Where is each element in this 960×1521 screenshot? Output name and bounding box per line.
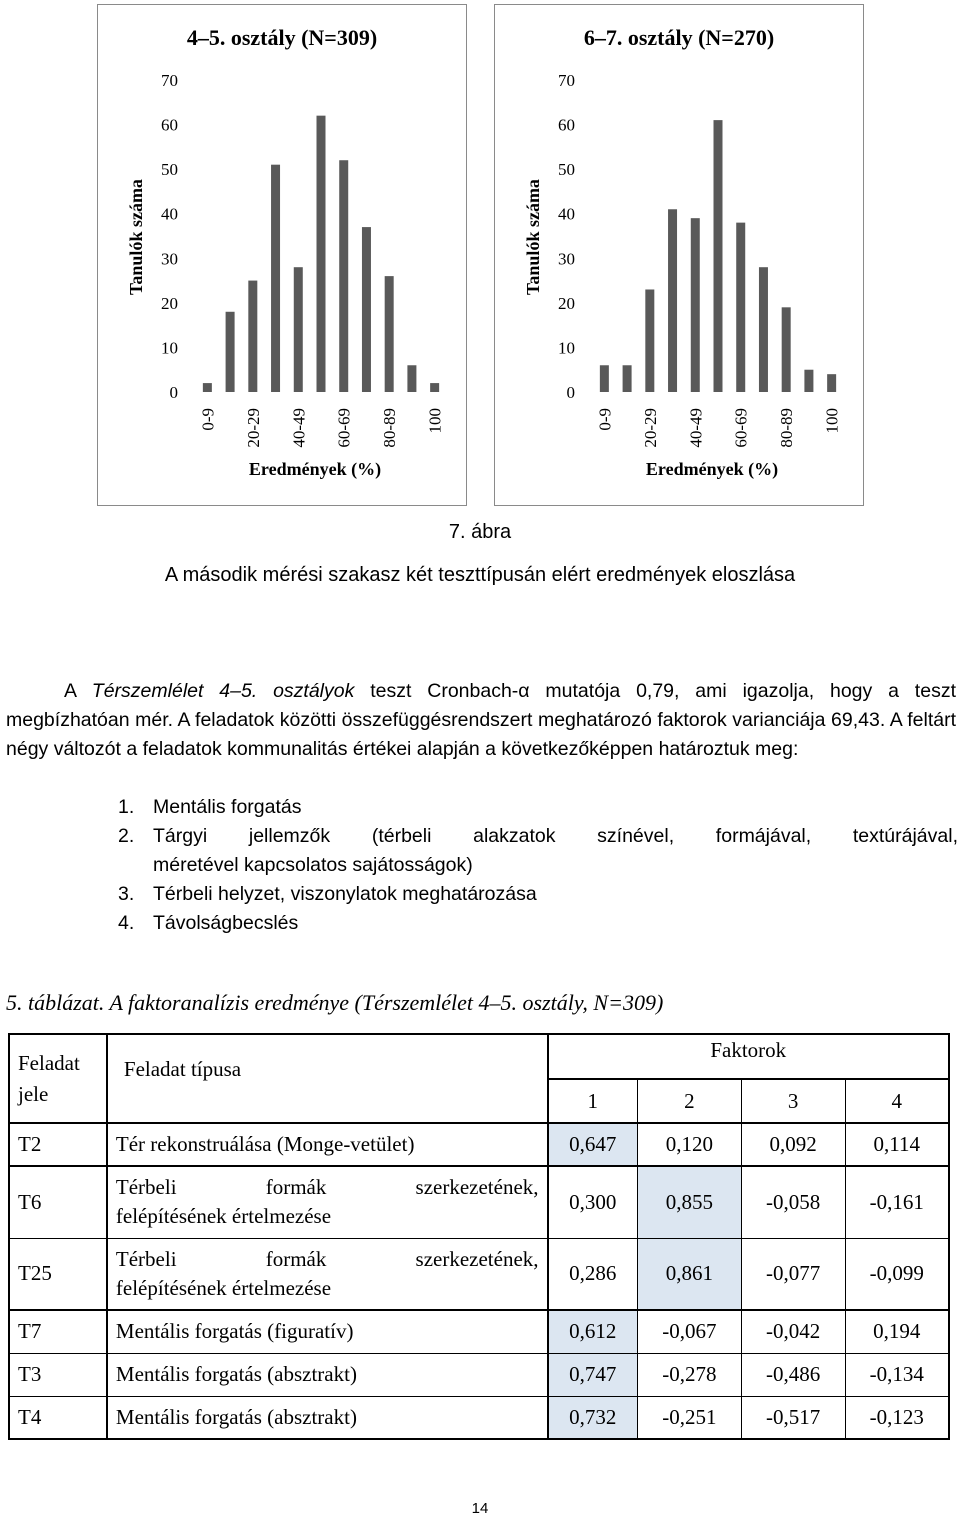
task-type: Tér rekonstruálása (Monge-vetület) — [107, 1123, 548, 1166]
factor-value: -0,486 — [741, 1353, 845, 1396]
header-text: Feladat — [18, 1050, 80, 1075]
x-tick-label: 100 — [425, 408, 445, 434]
task-id: T4 — [9, 1396, 107, 1439]
x-tick-label: 60-69 — [731, 408, 751, 448]
x-ticks — [595, 408, 841, 448]
list-item — [118, 909, 958, 938]
task-id: T25 — [9, 1238, 107, 1310]
bar — [339, 160, 348, 392]
x-tick-label: 0-9 — [595, 408, 615, 431]
histogram-grade-4-5 — [97, 4, 467, 506]
task-type — [107, 1238, 548, 1310]
task-type: Mentális forgatás (absztrakt) — [107, 1396, 548, 1439]
factor-value: -0,099 — [845, 1238, 949, 1310]
bar — [294, 267, 303, 392]
y-tick-label: 10 — [161, 338, 178, 358]
factor-value: 0,732 — [548, 1396, 638, 1439]
y-tick-label: 70 — [161, 71, 178, 90]
factor-value: -0,077 — [741, 1238, 845, 1310]
bar — [385, 276, 394, 392]
histogram-grade-6-7 — [494, 4, 864, 506]
y-tick-label: 20 — [161, 293, 178, 313]
factor-header: 3 — [741, 1079, 845, 1123]
page-number: 14 — [471, 1500, 489, 1517]
task-type-line: Térbeli formák szerkezetének, — [115, 1175, 539, 1200]
x-ticks — [198, 408, 444, 448]
bar — [407, 365, 416, 392]
task-type-line: felépítésének értelmezése — [115, 1204, 332, 1229]
factor-value: -0,134 — [845, 1353, 949, 1396]
bar — [645, 289, 654, 392]
variable-list — [118, 793, 958, 938]
task-id: T3 — [9, 1353, 107, 1396]
bar — [271, 165, 280, 392]
factor-header: 2 — [637, 1079, 741, 1123]
x-tick-label: 0-9 — [198, 408, 218, 431]
bar — [827, 374, 836, 392]
factor-analysis-table — [8, 1033, 950, 1440]
task-type-line: Térbeli formák szerkezetének, — [115, 1246, 539, 1271]
chart-title: 4–5. osztály (N=309) — [186, 25, 378, 50]
body-paragraph — [6, 677, 956, 764]
list-text: méretével kapcsolatos sajátosságok) — [153, 854, 473, 876]
factor-value: -0,058 — [741, 1166, 845, 1238]
x-axis-label: Eredmények (%) — [248, 459, 382, 479]
x-tick-label: 80-89 — [380, 408, 400, 448]
y-tick-label: 60 — [161, 115, 178, 135]
task-type-line: felépítésének értelmezése — [115, 1275, 332, 1300]
y-tick-label: 0 — [169, 383, 178, 402]
y-tick-label: 30 — [161, 249, 178, 269]
factor-header: 1 — [548, 1079, 638, 1123]
y-tick-label: 50 — [161, 160, 178, 180]
factor-value: -0,517 — [741, 1396, 845, 1439]
list-item — [118, 822, 958, 851]
x-tick-label: 40-49 — [289, 408, 309, 448]
chart-title: 6–7. osztály (N=270) — [583, 25, 775, 50]
bar — [759, 267, 768, 392]
factor-value: -0,042 — [741, 1310, 845, 1353]
bar — [714, 120, 723, 392]
x-tick-label: 100 — [822, 408, 842, 434]
factor-header: 4 — [845, 1079, 949, 1123]
bar — [226, 312, 235, 392]
y-tick-label: 20 — [558, 293, 575, 313]
task-id: T7 — [9, 1310, 107, 1353]
task-id: T6 — [9, 1166, 107, 1238]
bar — [691, 218, 700, 392]
paragraph-italic: Térszemlélet 4–5. osztályok — [91, 680, 355, 702]
y-axis-label: Tanulók száma — [523, 179, 543, 295]
list-item — [118, 880, 958, 909]
task-id: T2 — [9, 1123, 107, 1166]
bar — [430, 383, 439, 392]
bar — [317, 116, 326, 392]
factor-value: -0,161 — [845, 1166, 949, 1238]
table-caption: 5. táblázat. A faktoranalízis eredménye (Térszemlélet 4–5. osztály, N=309) — [6, 990, 664, 1015]
bar — [203, 383, 212, 392]
y-axis-label: Tanulók száma — [126, 179, 146, 295]
list-text: Térbeli helyzet, viszonylatok meghatározása — [153, 883, 537, 905]
factor-value: 0,647 — [548, 1123, 638, 1166]
factor-value: 0,092 — [741, 1123, 845, 1166]
x-tick-label: 80-89 — [777, 408, 797, 448]
paragraph-text-2: teszt Cronbach-α mutatója 0,79, ami igazolja, hogy a teszt megbízhatóan mér. A feladatok közötti összefüggésrendszert meghatározó faktorok varianciája 69,43. A feltárt négy változót a feladatok kommunalitás értékei alapján a következőképpen határoztuk meg: — [6, 680, 956, 760]
x-axis-label: Eredmények (%) — [645, 459, 779, 479]
factor-value: 0,120 — [637, 1123, 741, 1166]
y-tick-label: 40 — [558, 204, 575, 224]
bar — [668, 209, 677, 392]
header-text: jele — [18, 1081, 49, 1106]
factor-value: 0,286 — [548, 1238, 638, 1310]
bar — [362, 227, 371, 392]
factor-value: -0,123 — [845, 1396, 949, 1439]
task-type: Mentális forgatás (figuratív) — [107, 1310, 548, 1353]
y-tick-label: 70 — [558, 71, 575, 90]
header-task-id — [9, 1034, 107, 1123]
factor-value: 0,300 — [548, 1166, 638, 1238]
chart-svg-left — [98, 5, 466, 505]
y-tick-label: 30 — [558, 249, 575, 269]
y-tick-label: 10 — [558, 338, 575, 358]
bars — [600, 120, 836, 392]
factor-value: 0,855 — [637, 1166, 741, 1238]
task-type — [107, 1166, 548, 1238]
bar — [600, 365, 609, 392]
factor-value: -0,251 — [637, 1396, 741, 1439]
bars — [203, 116, 439, 392]
header-task-type: Feladat típusa — [107, 1034, 548, 1123]
y-tick-label: 60 — [558, 115, 575, 135]
factor-value: -0,067 — [637, 1310, 741, 1353]
factor-value: 0,861 — [637, 1238, 741, 1310]
factor-value: -0,278 — [637, 1353, 741, 1396]
factor-value: 0,114 — [845, 1123, 949, 1166]
list-text: Mentális forgatás — [153, 796, 302, 818]
task-type: Mentális forgatás (absztrakt) — [107, 1353, 548, 1396]
x-tick-label: 20-29 — [243, 408, 263, 448]
bar — [623, 365, 632, 392]
y-ticks — [161, 71, 178, 402]
bar — [736, 223, 745, 392]
y-tick-label: 50 — [558, 160, 575, 180]
factor-value: 0,747 — [548, 1353, 638, 1396]
paragraph-text-1: A — [64, 680, 92, 702]
list-text: Tárgyi jellemzők (térbeli alakzatok színével, formájával, textúrájával, — [153, 825, 958, 847]
y-ticks — [558, 71, 575, 402]
list-text: Távolságbecslés — [153, 912, 299, 934]
list-item — [118, 793, 958, 822]
x-tick-label: 40-49 — [686, 408, 706, 448]
list-number: 1. — [118, 796, 135, 818]
list-number: 2. — [118, 825, 135, 847]
bar — [248, 281, 257, 392]
list-item-continuation — [118, 851, 958, 880]
chart-svg-right — [495, 5, 863, 505]
x-tick-label: 20-29 — [640, 408, 660, 448]
bar — [782, 307, 791, 392]
list-number: 4. — [118, 912, 135, 934]
header-factors: Faktorok — [548, 1034, 949, 1079]
y-tick-label: 40 — [161, 204, 178, 224]
y-tick-label: 0 — [566, 383, 575, 402]
factor-value: 0,612 — [548, 1310, 638, 1353]
factor-value: 0,194 — [845, 1310, 949, 1353]
figure-number: 7. ábra — [448, 521, 512, 543]
figure-caption: A második mérési szakasz két teszttípusán elért eredmények eloszlása — [164, 564, 796, 586]
x-tick-label: 60-69 — [334, 408, 354, 448]
list-number: 3. — [118, 883, 135, 905]
bar — [804, 370, 813, 392]
